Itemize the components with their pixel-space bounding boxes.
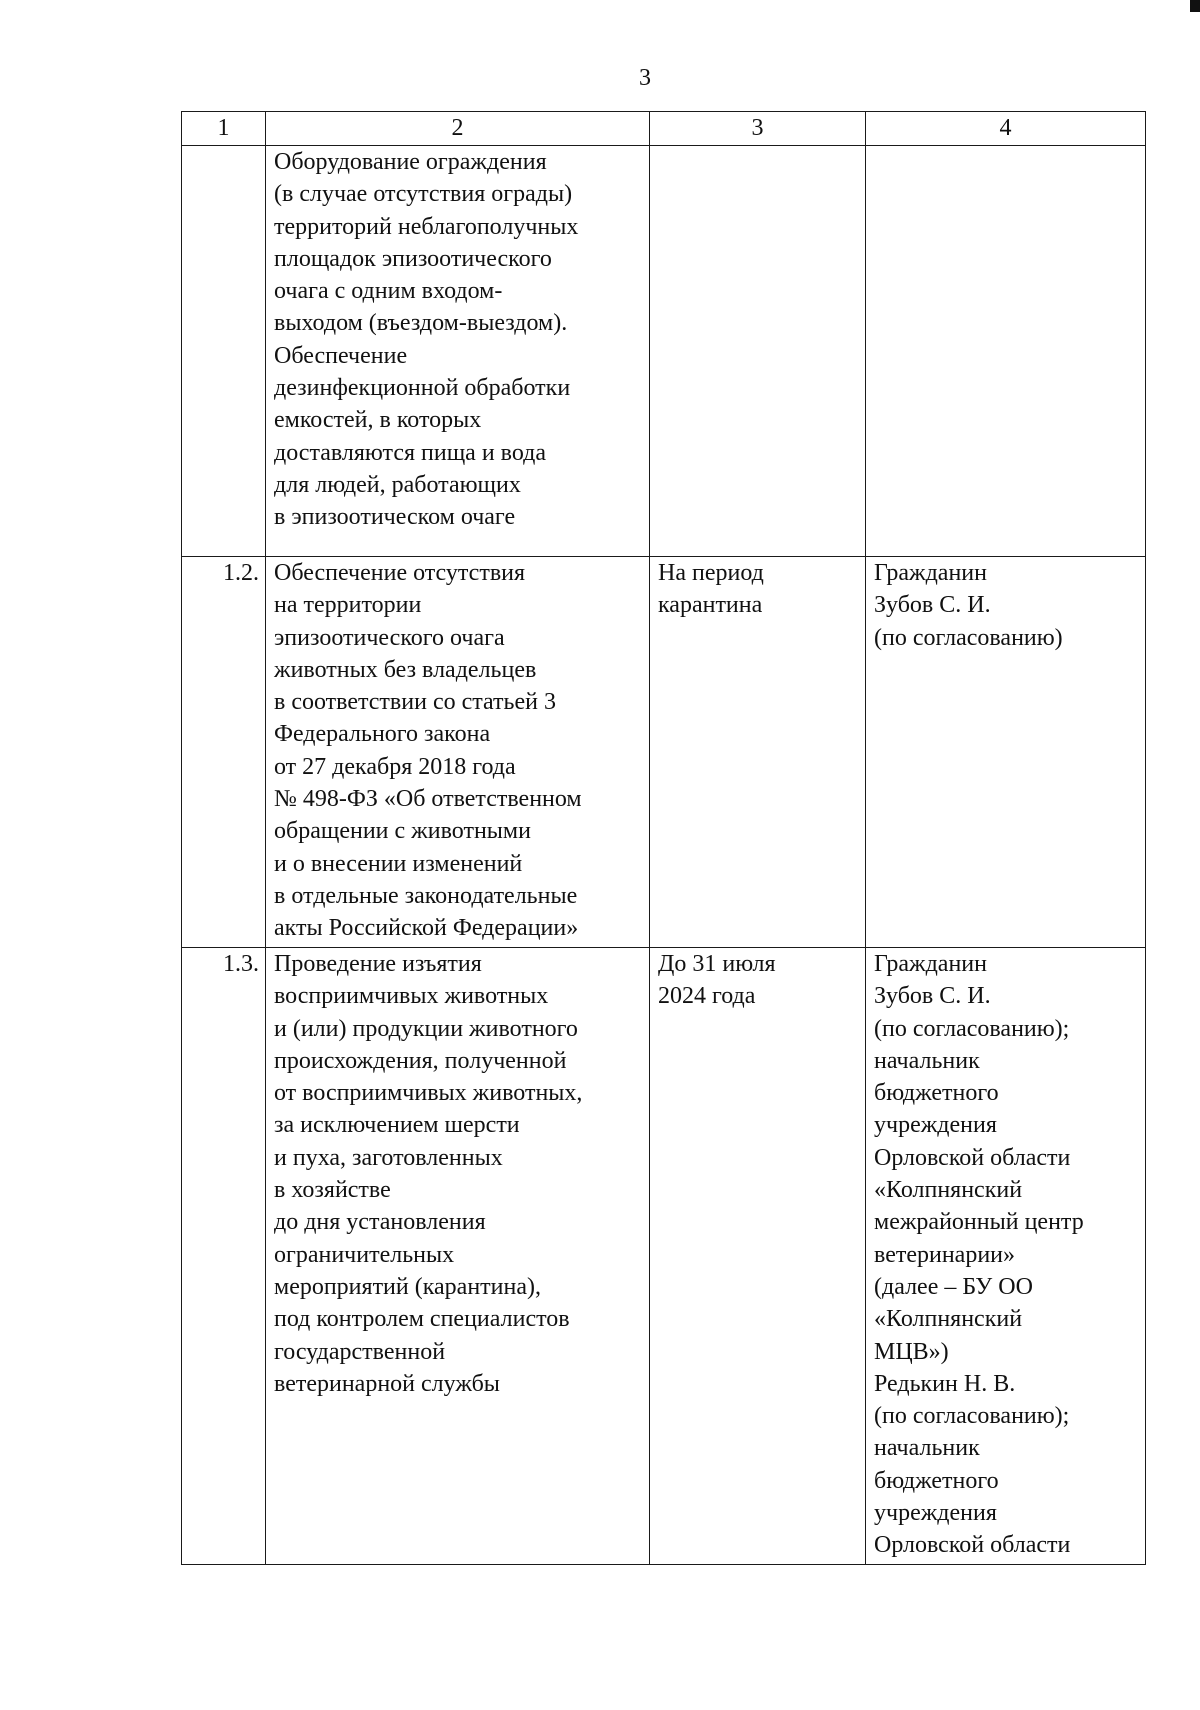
measure-cell <box>266 557 650 948</box>
table-header-row <box>182 112 1146 146</box>
header-col-1: 1 <box>182 112 266 146</box>
term-cell <box>650 948 866 1565</box>
term-cell <box>650 557 866 948</box>
row-number: 1.2. <box>182 557 266 948</box>
responsible-cell <box>866 948 1146 1565</box>
page-number: 3 <box>639 65 651 91</box>
row-number: 1.3. <box>182 948 266 1565</box>
measure-cell <box>266 948 650 1565</box>
table-row <box>182 557 1146 948</box>
header-col-4: 4 <box>866 112 1146 146</box>
measure-text: Обеспечение отсутствия на территории эпизоотического очага животных без владельцев в соответствии со статьей 3 Федерального закона от 27 декабря 2018 года № 498-ФЗ «Об ответственном обращении с животными и о внесении изменений в отдельные законодательные акты Российской Федерации» <box>274 560 582 942</box>
row-number <box>182 146 266 557</box>
responsible-text: Гражданин Зубов С. И. (по согласованию) <box>874 560 1063 651</box>
measures-table <box>181 111 1146 1565</box>
measure-text: Проведение изъятия восприимчивых животных и (или) продукции животного происхождения, полученной от восприимчивых животных, за исключением шерсти и пуха, заготовленных в хозяйстве до дня установления ограничительных мероприятий (карантина), под контролем специалистов государственной ветеринарной службы <box>274 951 583 1397</box>
measure-cell <box>266 146 650 557</box>
measure-text: Оборудование ограждения (в случае отсутствия ограды) территорий неблагополучных площадок эпизоотического очага с одним входом- выходом (въездом-выездом). Обеспечение дезинфекционной обработки емкостей, в которых доставляются пища и вода для людей, работающих в эпизоотическом очаге <box>274 149 579 531</box>
table-row <box>182 146 1146 557</box>
header-col-2: 2 <box>266 112 650 146</box>
responsible-cell <box>866 557 1146 948</box>
term-text: До 31 июля 2024 года <box>658 951 776 1010</box>
table-row <box>182 948 1146 1565</box>
header-col-3: 3 <box>650 112 866 146</box>
responsible-text: Гражданин Зубов С. И. (по согласованию); начальник бюджетного учреждения Орловской области «Колпнянский межрайонный центр ветеринарии» (далее – БУ ОО «Колпнянский МЦВ») Редькин Н. В. (по согласованию); начальник бюджетного учреждения Орловской области <box>874 951 1084 1559</box>
term-cell <box>650 146 866 557</box>
scan-edge-mark <box>1190 0 1200 12</box>
responsible-cell <box>866 146 1146 557</box>
term-text: На период карантина <box>658 560 764 619</box>
